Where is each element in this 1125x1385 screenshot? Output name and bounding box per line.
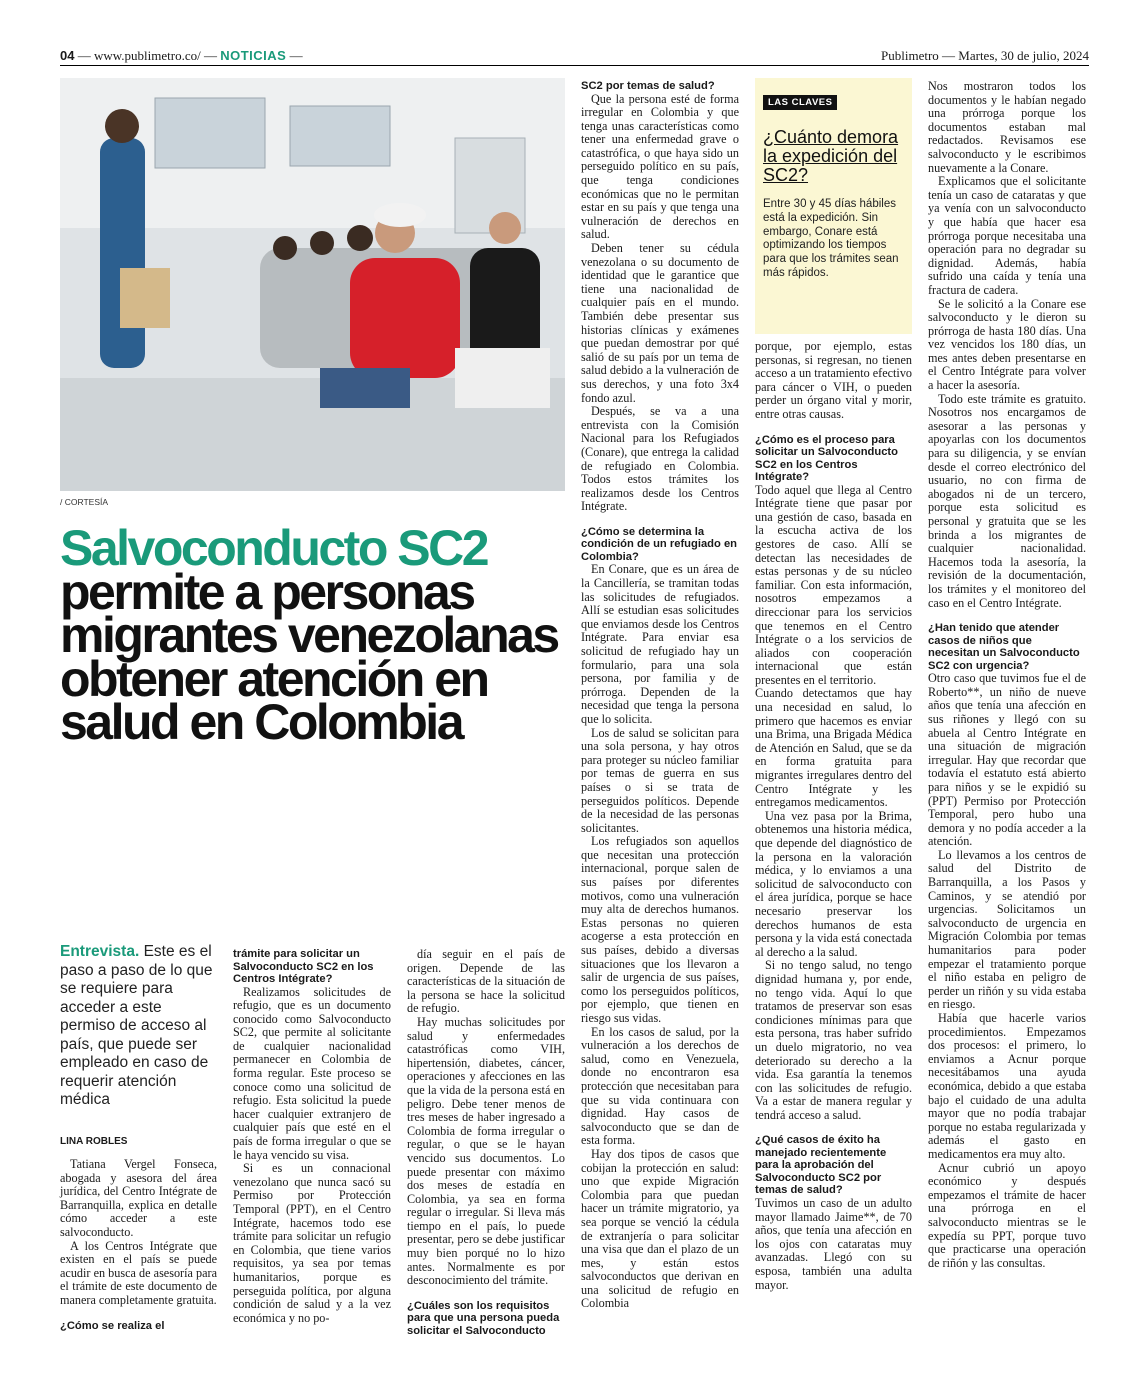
- body-paragraph: A los Centros Intégrate que existen en el país se puede acudir en busca de asesoría para el trámite de este documento de manera completamente gratuita.: [60, 1238, 217, 1307]
- body-paragraph: Lo llevamos a los centros de salud del Distrito de Barranquilla, a los Pasos y Caminos, y se atendió por urgencias. Solicitamos un salvoconducto de urgencia en Migración Colombia por temas humanitarios para poder empezar el tratamiento porque el niño estaba en peligro de perder un riñón y su vida estaba en riesgo.: [928, 847, 1086, 1012]
- body-paragraph: Hay dos tipos de casos que cobijan la protección en salud: uno que expide Migración Colombia para que puedan hacer un trámite migratorio, ya sea porque se venció la cédula de extranjería o para solicitar una visa que dan el plazo de un mes, y están estos salvoconductos que derivan en una solicitud de refugio en Colombia: [581, 1146, 739, 1311]
- key-facts-tag: LAS CLAVES: [763, 95, 837, 110]
- body-paragraph: Cuando detectamos que hay una necesidad en salud, lo primero que hacemos es enviar una Brima, una Brigada Médica de Atención en Salud, que se da en forma gratuita para migrantes irregulares dentro del Centro Intégrate y les entregamos medicamentos.: [755, 686, 912, 810]
- body-paragraph: Tatiana Vergel Fonseca, abogada y asesora del área jurídica, del Centro Intégrate de Barranquilla, explica en detalle cómo acceder a este salvoconducto.: [60, 1157, 217, 1239]
- section-question: ¿Cómo se realiza el: [60, 1319, 165, 1332]
- body-paragraph: Realizamos solicitudes de refugio, que es un documento conocido como Salvoconducto SC2, que permite al solicitante de cualquier nacionalidad permanecer en Colombia de forma regular. Este proceso se conoce como una solicitud de refugio. Esta solicitud la puede hacer cualquier extranjero de cualquier país que esté en el país de forma irregular o que se le haya vencido su visa.: [233, 984, 391, 1162]
- waiting-room-illustration: [60, 78, 565, 491]
- body-paragraph: Una vez pasa por la Brima, obtenemos una historia médica, que depende del diagnóstico de la persona en la valoración médica, y lo enviamos a una solicitud de salvoconducto con el área jurídica, porque se hace necesario preservar los derechos humanos de esta persona y la vida está conectada al derecho a la salud.: [755, 808, 912, 959]
- section-question: ¿Cómo se determina la condición de un refugiado en Colombia?: [581, 525, 738, 563]
- body-paragraph: En Conare, que es un área de la Cancillería, se tramitan todas las solicitudes de refugiados. Allí se estudian esas solicitudes que enviamos desde los Centros Intégrate. Para enviar esa solicitud de refugiado hay un formulario, para una sola persona, por familia y de prórroga. Dependen de la necesidad que tenga la persona que lo solicita.: [581, 562, 739, 726]
- body-paragraph: Había que hacerle varios procedimientos. Empezamos dos procesos: el primero, lo enviamos a Acnur porque necesitábamos una ayuda económica, debido a que estaba bajo el cuidado de una adulta mayor que no podía trabajar porque no estaba regularizada y además el gasto en medicamentos era muy alto.: [928, 1011, 1086, 1161]
- lede: [60, 943, 220, 1110]
- body-paragraph: Acnur cubrió un apoyo económico y después empezamos el trámite de hacer una prórroga en el salvoconducto mientras se le expedía su PPT, porque tuvo que practicarse una operación de riñón y las consultas.: [928, 1160, 1086, 1270]
- body-paragraph: Tuvimos un caso de un adulto mayor llamado Jaime**, de 70 años, que tenía una afección en los ojos con cataratas muy avanzadas. Llegó con su esposa, también una adulta mayor.: [755, 1195, 912, 1292]
- body-paragraph: En los casos de salud, por la vulneración a los derechos de salud, como en Venezuela, donde no encontraron esa protección que necesitaban para que su vida continuara con dignidad. Hay casos de salvoconducto que se dan de esta forma.: [581, 1024, 739, 1148]
- article-column-6: [928, 80, 1086, 1270]
- section-question: ¿Cuáles son los requisitos para que una persona pueda solicitar el Salvoconducto: [407, 1299, 560, 1337]
- article-photo: [60, 78, 565, 491]
- section-question: SC2 por temas de salud?: [581, 80, 715, 92]
- article-column-5: [755, 340, 912, 1292]
- body-paragraph: Todo este trámite es gratuito. Nosotros nos encargamos de asesorar a las personas y apoyarlas con los documentos para su diligencia, y se envían desde el correo electrónico del usuario, no con firma de abogados ni de un tercero, porque esta solicitud es personal y gratuita que se les brinda a los migrantes de cualquier nacionalidad. Hacemos toda la asesoría, la revisión de la documentación, los trámites y el monitoreo del caso en el Centro Intégrate.: [928, 391, 1086, 610]
- body-paragraph: porque, por ejemplo, estas personas, si regresan, no tienen acceso a un tratamiento efectivo para cáncer o VIH, o pueden perder un órgano vital y morir, entre otras causas.: [755, 339, 913, 421]
- body-paragraph: día seguir en el país de origen. Depende de las características de la situación de la persona se hace la solicitud de refugio.: [407, 947, 565, 1016]
- body-paragraph: Otro caso que tuvimos fue el de Roberto**, un niño de nueve años que tenía una afección en sus riñones y llegó con su abuela al Centro Intégrate en una situación de migración irregular. Hay que recordar que todavía el estatuto está abierto para niños y se le expidió su (PPT) Permiso por Protección Temporal, pero hubo una demora y no podía acceder a la atención.: [928, 671, 1086, 849]
- body-paragraph: Hay muchas solicitudes por salud y enfermedades catastróficas como VIH, hipertensión, diabetes, cáncer, operaciones y afecciones en las que la vida de la persona está en peligro. Debe tener menos de tres meses de haber ingresado a Colombia de forma irregular o regular, o que se le hayan vencido sus documentos. Lo puede presentar con máximo dos meses de estadía en Colombia, ya sea en forma regular o irregular. Si lleva más tiempo en el país, lo puede presentar, pero se debe justificar muy bien porqué no lo hizo antes. Normalmente es por desconocimiento del trámite.: [407, 1014, 565, 1288]
- body-paragraph: Explicamos que el solicitante tenía un caso de cataratas y que ya venía con un salvoconducto y que había que hacer esa prórroga porque necesitaba una operación para no degradar su dignidad. Además, había sufrido una caída y tenía una fractura de cadera.: [928, 174, 1086, 297]
- key-facts-question: ¿Cuánto demora la expedición del SC2?: [763, 127, 899, 185]
- body-paragraph: Que la persona esté de forma irregular en Colombia y que tenga unas características como tener una enfermedad grave o catastrófica, o que haya sido un perseguido político en su país, que tenga condiciones económicas que no le permitan estar en su país y que tenga una vulneración de derechos en salud.: [581, 91, 739, 242]
- body-paragraph: Después, se va a una entrevista con la Comisión Nacional para los Refugiados (Conare), que entrega la calidad de refugiado en Colombia. Todos estos trámites los realizamos desde los Centros Intégrate.: [581, 404, 739, 514]
- article-column-4: [581, 80, 739, 1311]
- body-paragraph: Los de salud se solicitan para una sola persona, y hay otros para proteger su núcleo familiar por temas de guerra en sus países o si se trata de perseguidos políticos. Depende de la necesidad de las personas solicitantes.: [581, 725, 739, 835]
- body-paragraph: Se le solicitó a la Conare ese salvoconducto y le dieron su prórroga de hasta 180 días. Una vez vencidos los 180 días, un mes antes deben presentarse en el Centro Intégrate para volver a hacer la asesoría.: [928, 296, 1086, 393]
- section-question: ¿Qué casos de éxito ha manejado recientemente para la aprobación del Salvoconducto SC2 por temas de salud?: [755, 1134, 887, 1197]
- section-question: ¿Han tenido que atender casos de niños que necesitan un Salvoconducto SC2 con urgencia?: [928, 622, 1080, 672]
- header-left: 04 — www.publimetro.co/ — NOTICIAS —: [60, 48, 303, 63]
- site-url: www.publimetro.co/: [93, 48, 201, 63]
- article-column-1: [60, 1158, 217, 1332]
- body-paragraph: Todo aquel que llega al Centro Intégrate tiene que pasar por una gestión de caso, basada en la escucha activa de los gestores de caso. Allí se detectan las necesidades de estas personas y de su núcleo familiar. Con esta información, nosotros empezamos a direccionar para los servicios que tenemos en el Centro Intégrate o a los servicios de aliados con cooperación internacional que están presentes en el territorio.: [755, 482, 912, 687]
- page-header: [60, 46, 1089, 66]
- section-question: trámite para solicitar un Salvoconducto SC2 en los Centros Intégrate?: [233, 948, 374, 985]
- lede-kicker: Entrevista.: [60, 943, 140, 960]
- lede-text: Este es el paso a paso de lo que se requiere para acceder a este permiso de acceso al país, que puede ser empleado en caso de requerir atención médica: [60, 943, 213, 1108]
- publication-name: Publimetro: [881, 48, 939, 63]
- headline: [60, 520, 565, 750]
- issue-date: Martes, 30 de julio, 2024: [958, 48, 1089, 63]
- key-facts-answer: Entre 30 y 45 días hábiles está la expedición. Sin embargo, Conare está optimizando los tiempos para que los trámites sean más rápidos.: [763, 198, 899, 279]
- article-column-3: [407, 948, 565, 1337]
- byline: LINA ROBLES: [60, 1136, 128, 1147]
- body-paragraph: Deben tener su cédula venezolana o su documento de identidad que le garantice que tiene una nacionalidad de cualquier país en el mundo. También debe presentar sus historias clínicas y exámenes que puedan demostrar por qué salió de su país por un tema de salud debido a la vulneración de sus derechos, y una foto 3x4 fondo azul.: [581, 241, 739, 405]
- key-facts-box: [755, 78, 912, 334]
- photo-credit: / CORTESÍA: [60, 497, 109, 507]
- body-paragraph: Los refugiados son aquellos que necesitan una protección internacional, porque salen de sus países por diferentes motivos, como una vulneración muy alta de derechos humanos. Estas personas no quieren acogerse a esta protección en sus países, debido a diversas situaciones que los llevaron a salir de urgencia de sus países, como los perseguidos políticos, por ejemplo, que tienen en riesgo sus vidas.: [581, 834, 739, 1025]
- body-paragraph: Si es un connacional venezolano que nunca sacó su Permiso por Protección Temporal (PPT), en el Centro Intégrate, hacemos todo ese trámite para solicitar un refugio en Colombia, que tiene varios requisitos, ya sea por temas humanitarios, porque es perseguida política, por alguna condición de salud y a la vez económica y no po-: [233, 1161, 391, 1325]
- headline-highlight: Salvoconducto SC2: [60, 520, 488, 576]
- body-paragraph: Nos mostraron todos los documentos y le habían negado una prórroga porque los documentos estaban mal redactados. Revisamos ese salvoconducto y le escribimos nuevamente a la Conare.: [928, 79, 1086, 175]
- article-column-2: [233, 948, 391, 1325]
- page-number: 04: [60, 48, 75, 63]
- headline-rest: permite a personas migrantes venezolanas obtener atención en salud en Colombia: [60, 563, 558, 750]
- body-paragraph: Si no tengo salud, no tengo dignidad humana y, por ende, no tengo vida. Aquí lo que tratamos de preservar son esas condiciones mínimas para que esta persona, tras haber sufrido un duelo migratorio, no vea deteriorado su derecho a la vida. Esa garantía la tenemos con las solicitudes de refugio. Va a estar de manera regular y tendrá acceso a salud.: [755, 958, 912, 1122]
- section-question: ¿Cómo es el proceso para solicitar un Salvoconducto SC2 en los Centros Intégrate?: [755, 433, 898, 484]
- section-label: NOTICIAS: [220, 48, 287, 63]
- header-right: Publimetro — Martes, 30 de julio, 2024: [881, 48, 1089, 63]
